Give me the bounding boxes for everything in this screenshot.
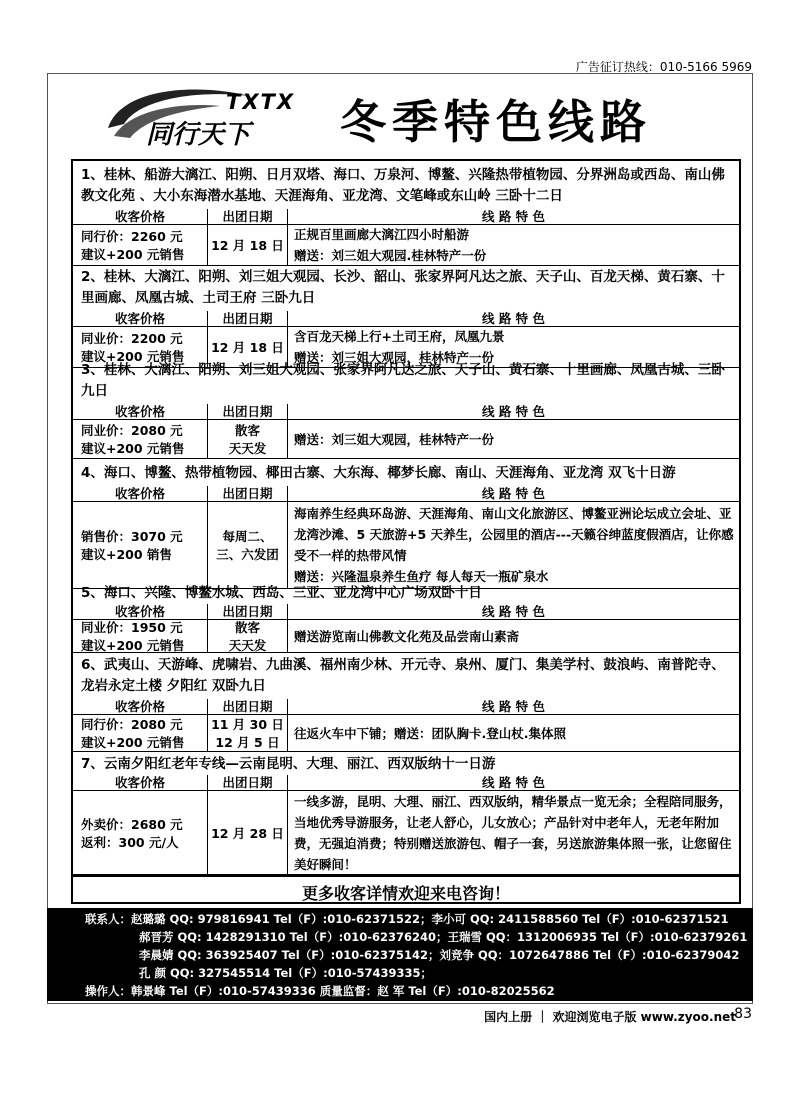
price-line: 返利：300 元/人 bbox=[81, 834, 179, 850]
date-line: 11 月 30 日 bbox=[211, 717, 284, 732]
date-line: 散客 bbox=[234, 620, 260, 635]
price-line: 同业价：2080 元 bbox=[81, 423, 183, 438]
date-line: 散客 bbox=[234, 423, 260, 438]
feature-line: 赠送：刘三姐大观园，桂林特产一份 bbox=[294, 350, 495, 365]
date-line: 三、六发团 bbox=[216, 547, 279, 562]
header-feature: 线 路 特 色 bbox=[481, 404, 546, 419]
header-price: 收客价格 bbox=[73, 404, 208, 419]
header-date: 出团日期 bbox=[208, 404, 288, 419]
feature-line: 一线多游，昆明、大理、丽江、西双版纳，精华景点一览无余；全程陪同服务，当地优秀导游服务，让老人舒心，儿女放心；产品针对中老年人，无老年附加费，无强迫消费；特别赠送旅游包、帽子一套，另送旅游集体照一张，让您留住美好瞬间！ bbox=[294, 793, 732, 872]
header-feature: 线 路 特 色 bbox=[481, 604, 546, 619]
page-title: 冬季特色线路 bbox=[340, 95, 652, 149]
feature-line: 赠送：兴隆温泉养生鱼疗 每人每天一瓶矿泉水 bbox=[294, 569, 549, 584]
price-line: 同业价：1950 元 bbox=[81, 620, 183, 635]
header-price: 收客价格 bbox=[73, 209, 208, 224]
price-line: 销售价：3070 元 bbox=[81, 529, 183, 544]
feature-line: 海南养生经典环岛游、天涯海角、南山文化旅游区、博鳌亚洲论坛成立会址、亚龙湾沙滩、5 天旅游+5 天养生，公园里的酒店---天籁谷绅蓝度假酒店，让你感受不一样的热带风情 bbox=[294, 506, 734, 563]
header-feature: 线 路 特 色 bbox=[481, 699, 546, 714]
route-title: 4、海口、博鳌、热带植物园、椰田古寨、大东海、椰梦长廊、南山、天涯海角、亚龙湾 双飞十日游 bbox=[81, 465, 676, 481]
contact-line: 郝晋芳 QQ: 1428291310 Tel（F）:010-62376240；王瑞雪 QQ：1312006935 Tel（F）:010-62379261 bbox=[139, 930, 748, 944]
feature-line: 往返火车中下铺；赠送：团队胸卡.登山杖.集体照 bbox=[294, 725, 566, 741]
feature-line: 赠送：刘三姐大观园.桂林特产一份 bbox=[294, 248, 487, 263]
header-date: 出团日期 bbox=[208, 775, 288, 790]
header-date: 出团日期 bbox=[208, 699, 288, 714]
route-row bbox=[73, 224, 739, 266]
price-line: 建议+200 元销售 bbox=[81, 441, 185, 456]
header bbox=[100, 80, 710, 150]
more-info-banner: 更多收客详情欢迎来电咨询！ bbox=[73, 875, 739, 904]
price-line: 同行价：2080 元 bbox=[81, 717, 183, 732]
route-title: 2、桂林、大漓江、阳朔、刘三姐大观园、长沙、韶山、张家界阿凡达之旅、天子山、百龙天梯、黄石寨、十里画廊、凤凰古城、土司王府 三卧九日 bbox=[81, 269, 725, 306]
date-line: 12 月 18 日 bbox=[211, 340, 284, 355]
header-price: 收客价格 bbox=[73, 604, 208, 619]
header-price: 收客价格 bbox=[73, 311, 208, 326]
ad-hotline: 广告征订热线：010-5166 5969 bbox=[575, 60, 752, 74]
table-header bbox=[73, 209, 739, 224]
date-line: 每周二、 bbox=[222, 529, 273, 544]
contact-line: 孔 颜 QQ: 327545514 Tel（F）:010-57439335； bbox=[139, 966, 432, 980]
feature-line: 赠送游览南山佛教文化苑及品尝南山素斋 bbox=[294, 628, 520, 644]
table-header bbox=[73, 775, 739, 790]
date-line: 12 月 18 日 bbox=[211, 238, 284, 253]
header-date: 出团日期 bbox=[208, 604, 288, 619]
route-row bbox=[73, 619, 739, 653]
company-logo bbox=[100, 80, 310, 150]
date-line: 12 月 5 日 bbox=[215, 735, 280, 750]
route-title: 7、云南夕阳红老年专线—云南昆明、大理、丽江、西双版纳十一日游 bbox=[81, 756, 496, 772]
price-line: 建议+200 元销售 bbox=[81, 735, 185, 750]
header-date: 出团日期 bbox=[208, 311, 288, 326]
route-row bbox=[73, 790, 739, 875]
table-header bbox=[73, 486, 739, 501]
price-line: 建议+200 元销售 bbox=[81, 349, 185, 364]
contact-line: 联系人：赵璐璐 QQ: 979816941 Tel（F）:010-62371522；李小可 QQ: 2411588560 Tel（F）:010-62371521 bbox=[85, 912, 729, 926]
header-date: 出团日期 bbox=[208, 486, 288, 501]
route-title: 1、桂林、船游大漓江、阳朔、日月双塔、海口、万泉河、博鳌、兴隆热带植物园、分界洲岛或西岛、南山佛教文化苑 、大小东海潜水基地、天涯海角、亚龙湾、文笔峰或东山岭 三卧十二日 bbox=[81, 167, 725, 204]
page-number: 83 bbox=[734, 1006, 752, 1022]
route-row bbox=[73, 714, 739, 752]
contact-line: 操作人：韩景峰 Tel（F）:010-57439336 质量监督：赵 军 Tel（F）:010-82025562 bbox=[85, 984, 555, 998]
routes-board bbox=[71, 159, 741, 904]
header-price: 收客价格 bbox=[73, 775, 208, 790]
route-title: 5、海口、兴隆、博鳌水城、西岛、三亚、亚龙湾中心广场双卧十日 bbox=[81, 585, 482, 601]
table-header bbox=[73, 699, 739, 714]
feature-line: 赠送：刘三姐大观园，桂林特产一份 bbox=[294, 431, 495, 447]
route-title: 3、桂林、大漓江、阳朔、刘三姐大观园、张家界阿凡达之旅、天子山、黄石寨、十里画廊、凤凰古城、三卧九日 bbox=[81, 362, 725, 399]
contact-line: 李晨婧 QQ: 363925407 Tel（F）:010-62375142；刘竞争 QQ：1072647886 Tel（F）:010-62379042 bbox=[139, 948, 740, 962]
header-feature: 线 路 特 色 bbox=[481, 311, 546, 326]
date-line: 天天发 bbox=[228, 441, 267, 456]
table-header bbox=[73, 404, 739, 419]
header-price: 收客价格 bbox=[73, 699, 208, 714]
table-header bbox=[73, 311, 739, 326]
date-line: 12 月 28 日 bbox=[211, 825, 284, 841]
table-header bbox=[73, 604, 739, 619]
header-feature: 线 路 特 色 bbox=[481, 775, 546, 790]
header-feature: 线 路 特 色 bbox=[481, 486, 546, 501]
header-price: 收客价格 bbox=[73, 486, 208, 501]
contacts-panel bbox=[47, 908, 753, 1001]
route-row bbox=[73, 419, 739, 459]
header-date: 出团日期 bbox=[208, 209, 288, 224]
route-row bbox=[73, 501, 739, 589]
date-line: 天天发 bbox=[228, 638, 267, 653]
feature-line: 正规百里画廊大漓江四小时船游 bbox=[294, 227, 470, 242]
price-line: 建议+200 销售 bbox=[81, 547, 172, 562]
footer-text: 国内上册 ｜ 欢迎浏览电子版 www.zyoo.net bbox=[484, 1010, 736, 1024]
route-title: 6、武夷山、天游峰、虎啸岩、九曲溪、福州南少林、开元寺、泉州、厦门、集美学村、鼓浪屿、南普陀寺、龙岩永定土楼 夕阳红 双卧九日 bbox=[81, 657, 725, 694]
feature-line: 含百龙天梯上行+土司王府，凤凰九景 bbox=[294, 329, 505, 344]
price-line: 建议+200 元销售 bbox=[81, 247, 185, 262]
price-line: 建议+200 元销售 bbox=[81, 638, 185, 653]
logo-text-en: TXTX bbox=[226, 90, 296, 114]
price-line: 外卖价：2680 元 bbox=[81, 816, 183, 832]
price-line: 同行价：2260 元 bbox=[81, 229, 183, 244]
header-feature: 线 路 特 色 bbox=[481, 209, 546, 224]
price-line: 同业价：2200 元 bbox=[81, 331, 183, 346]
logo-text-cn: 同行天下 bbox=[146, 120, 251, 150]
